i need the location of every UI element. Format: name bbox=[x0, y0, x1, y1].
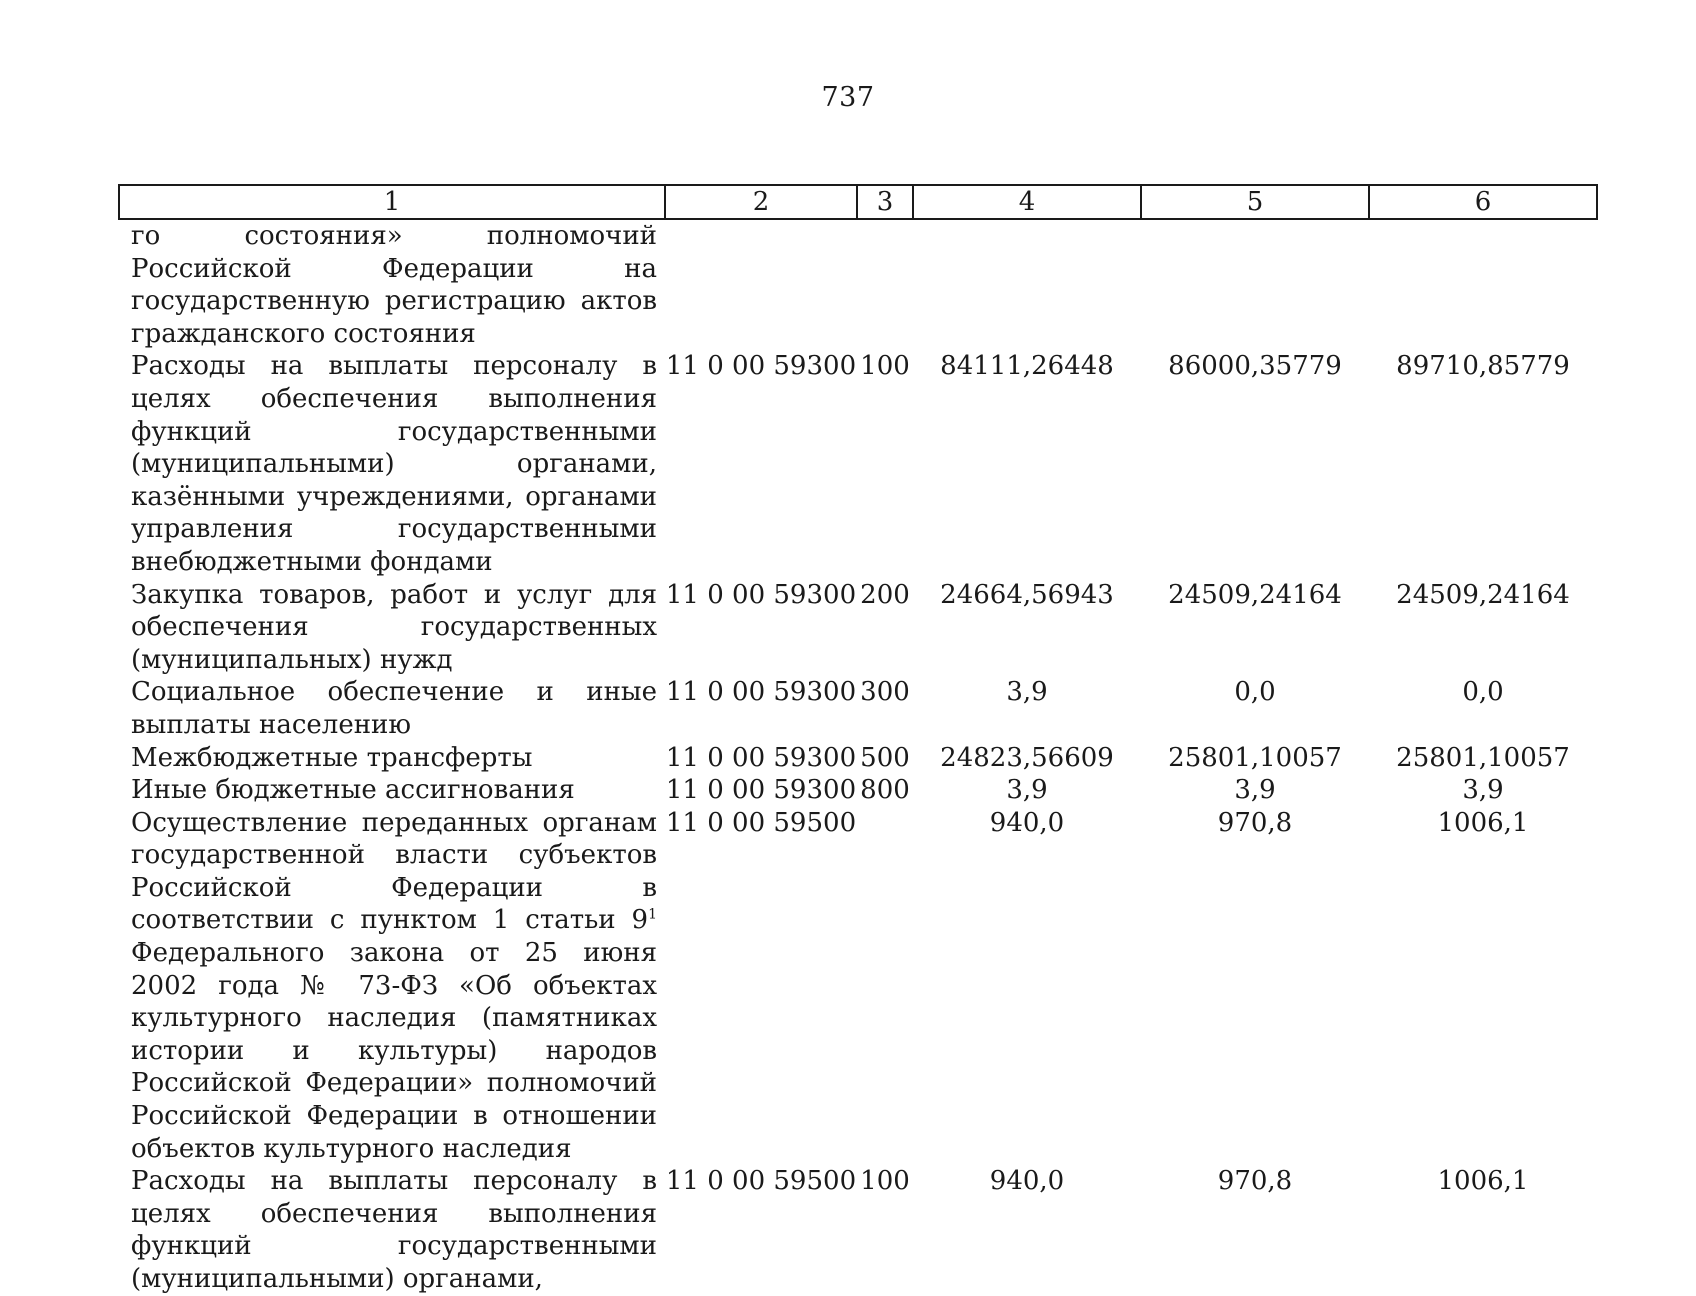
table-row bbox=[119, 350, 1597, 578]
row-amount-col4: 940,0 bbox=[989, 1166, 1065, 1197]
table-row bbox=[119, 676, 1597, 741]
row-amount-col6 bbox=[1369, 219, 1597, 350]
row-amount-col6: 0,0 bbox=[1462, 677, 1504, 708]
row-description: Межбюджетные трансферты bbox=[131, 742, 533, 773]
superscript-index: 1 bbox=[648, 906, 657, 923]
row-amount-col4 bbox=[913, 219, 1141, 350]
header-col-2: 2 bbox=[665, 185, 857, 219]
header-col-4: 4 bbox=[913, 185, 1141, 219]
row-description: Иные бюджетные ассигнования bbox=[131, 775, 575, 806]
row-target-article: 11 0 00 59300 bbox=[665, 351, 857, 382]
row-expense-type: 100 bbox=[860, 1166, 910, 1197]
header-col-5: 5 bbox=[1141, 185, 1369, 219]
row-target-article: 11 0 00 59300 bbox=[665, 742, 857, 773]
row-amount-col5: 970,8 bbox=[1217, 1166, 1293, 1197]
row-amount-col6: 3,9 bbox=[1462, 775, 1504, 806]
row-expense-type: 300 bbox=[860, 677, 910, 708]
row-amount-col4: 84111,26448 bbox=[940, 351, 1114, 382]
table-row bbox=[119, 807, 1597, 1166]
header-col-3: 3 bbox=[857, 185, 913, 219]
row-expense-type: 800 bbox=[860, 775, 910, 806]
row-expense-type: 100 bbox=[860, 351, 910, 382]
row-expense-type: 200 bbox=[860, 579, 910, 610]
row-description: Закупка товаров, работ и услуг для обеспечения государственных (муниципальных) нужд bbox=[131, 579, 657, 675]
row-expense-type bbox=[857, 219, 913, 350]
table-row bbox=[119, 219, 1597, 350]
header-col-6: 6 bbox=[1369, 185, 1597, 219]
description-text: Федерального закона от 25 июня 2002 года № 73-ФЗ «Об объектах культурного наследия (памятниках истории и культуры) народов Российской Федерации» полномочий Российской Федерации в отношении объектов культурного наследия bbox=[131, 938, 657, 1164]
row-description bbox=[119, 807, 665, 1166]
table-row bbox=[119, 742, 1597, 775]
row-description: Расходы на выплаты персоналу в целях обеспечения выполнения функций государственными (муниципальными) органами, bbox=[131, 1166, 657, 1294]
row-amount-col5: 24509,24164 bbox=[1168, 579, 1342, 610]
row-target-article: 11 0 00 59300 bbox=[665, 579, 857, 610]
row-amount-col5: 3,9 bbox=[1234, 775, 1276, 806]
row-amount-col6: 1006,1 bbox=[1437, 1166, 1529, 1197]
row-expense-type: 500 bbox=[860, 742, 910, 773]
row-target-article: 11 0 00 59500 bbox=[665, 1166, 857, 1197]
table-row bbox=[119, 774, 1597, 807]
description-text: Осуществление переданных органам государственной власти субъектов Российской Федерации в соответствии с пунктом 1 статьи 9 bbox=[131, 807, 657, 936]
row-amount-col4: 24664,56943 bbox=[940, 579, 1114, 610]
row-target-article: 11 0 00 59500 bbox=[665, 807, 857, 838]
row-expense-type bbox=[857, 807, 913, 1166]
row-amount-col6: 1006,1 bbox=[1437, 807, 1529, 838]
table-header-row bbox=[119, 185, 1597, 219]
row-description: го состояния» полномочий Российской Федерации на государственную регистрацию актов гражданского состояния bbox=[131, 221, 657, 349]
row-description: Расходы на выплаты персоналу в целях обеспечения выполнения функций государственными (муниципальными) органами, казёнными учреждениями, органами управления государственными внебюджетными фондами bbox=[131, 351, 657, 577]
row-amount-col6: 89710,85779 bbox=[1396, 351, 1570, 382]
row-amount-col6: 24509,24164 bbox=[1396, 579, 1570, 610]
row-amount-col4: 940,0 bbox=[989, 807, 1065, 838]
header-col-1: 1 bbox=[119, 185, 665, 219]
row-amount-col4: 24823,56609 bbox=[940, 742, 1114, 773]
row-amount-col5 bbox=[1141, 219, 1369, 350]
row-amount-col5: 86000,35779 bbox=[1168, 351, 1342, 382]
row-amount-col4: 3,9 bbox=[1006, 677, 1048, 708]
page-number: 737 bbox=[821, 82, 875, 113]
table-row bbox=[119, 1165, 1597, 1295]
row-amount-col5: 25801,10057 bbox=[1168, 742, 1342, 773]
row-description: Социальное обеспечение и иные выплаты населению bbox=[131, 677, 657, 740]
row-target-article bbox=[665, 219, 857, 350]
row-target-article: 11 0 00 59300 bbox=[665, 775, 857, 806]
row-target-article: 11 0 00 59300 bbox=[665, 677, 857, 708]
row-amount-col6: 25801,10057 bbox=[1396, 742, 1570, 773]
budget-table bbox=[118, 184, 1598, 1296]
table-row bbox=[119, 579, 1597, 677]
row-amount-col4: 3,9 bbox=[1006, 775, 1048, 806]
row-amount-col5: 0,0 bbox=[1234, 677, 1276, 708]
row-amount-col5: 970,8 bbox=[1217, 807, 1293, 838]
